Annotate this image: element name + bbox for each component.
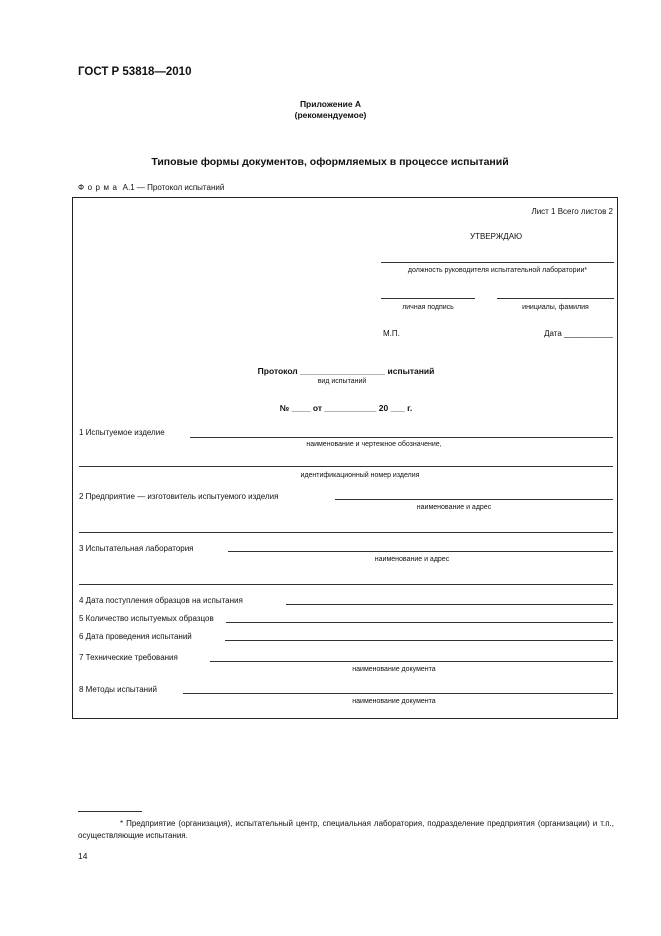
item-4-label: 4 Дата поступления образцов на испытания [79,596,243,605]
standard-id: ГОСТ Р 53818—2010 [78,66,192,78]
sheet-info: Лист 1 Всего листов 2 [531,207,613,216]
initials-caption: инициалы, фамилия [522,304,589,311]
item-2-label: 2 Предприятие — изготовитель испытуемого изделия [79,492,279,501]
section-title: Типовые формы документов, оформляемых в процессе испытаний [151,156,509,168]
footnote-rule [78,811,142,812]
item-3-line-2[interactable] [79,584,613,585]
protocol-number[interactable]: № ____ от ___________ 20 ___ г. [279,403,413,413]
initials-line[interactable] [497,298,614,299]
item-1-line[interactable] [190,437,613,438]
item-2-line[interactable] [335,499,613,500]
approve-label: УТВЕРЖДАЮ [470,232,523,241]
item-6-line[interactable] [225,640,613,641]
item-6-label: 6 Дата проведения испытаний [79,632,192,641]
form-caption-word: Форма [78,183,121,192]
head-position-line[interactable] [381,262,614,263]
item-7-line[interactable] [210,661,613,662]
item-3-caption: наименование и адрес [374,556,450,563]
protocol-title: Протокол __________________ испытаний [257,366,435,376]
appendix-title: Приложение А [299,99,362,109]
stamp-label: М.П. [383,329,400,338]
item-8-label: 8 Методы испытаний [79,685,158,694]
test-type-caption: вид испытаний [317,378,367,385]
form-caption-rest: А.1 — Протокол испытаний [120,183,225,192]
item-1-label: 1 Испытуемое изделие [79,428,165,437]
head-position-caption: должность руководителя испытательной лаборатории* [407,267,588,274]
signature-caption: личная подпись [402,304,454,311]
item-8-line[interactable] [183,693,613,694]
item-1-caption: наименование и чертежное обозначение, [306,441,442,448]
item-2-caption: наименование и адрес [416,504,492,511]
item-3-line[interactable] [228,551,613,552]
item-1-caption-2: идентификационный номер изделия [300,472,420,479]
date-field[interactable]: Дата ___________ [544,329,613,338]
item-5-label: 5 Количество испытуемых образцов [79,614,214,623]
page-number: 14 [78,851,88,861]
appendix-note: (рекомендуемое) [294,110,367,120]
item-7-caption: наименование документа [352,666,436,673]
footnote: * Предприятие (организация), испытательный центр, специальная лаборатория, подразделение предприятия (организации) и т.п., осуществляющие испытания. [78,819,614,840]
item-5-line[interactable] [226,622,613,623]
item-1-line-2[interactable] [79,466,613,467]
item-4-line[interactable] [286,604,613,605]
item-3-label: 3 Испытательная лаборатория [79,544,194,553]
item-7-label: 7 Технические требования [79,653,178,662]
signature-line[interactable] [381,298,475,299]
form-caption [78,183,224,192]
item-8-caption: наименование документа [352,698,436,705]
item-2-line-2[interactable] [79,532,613,533]
